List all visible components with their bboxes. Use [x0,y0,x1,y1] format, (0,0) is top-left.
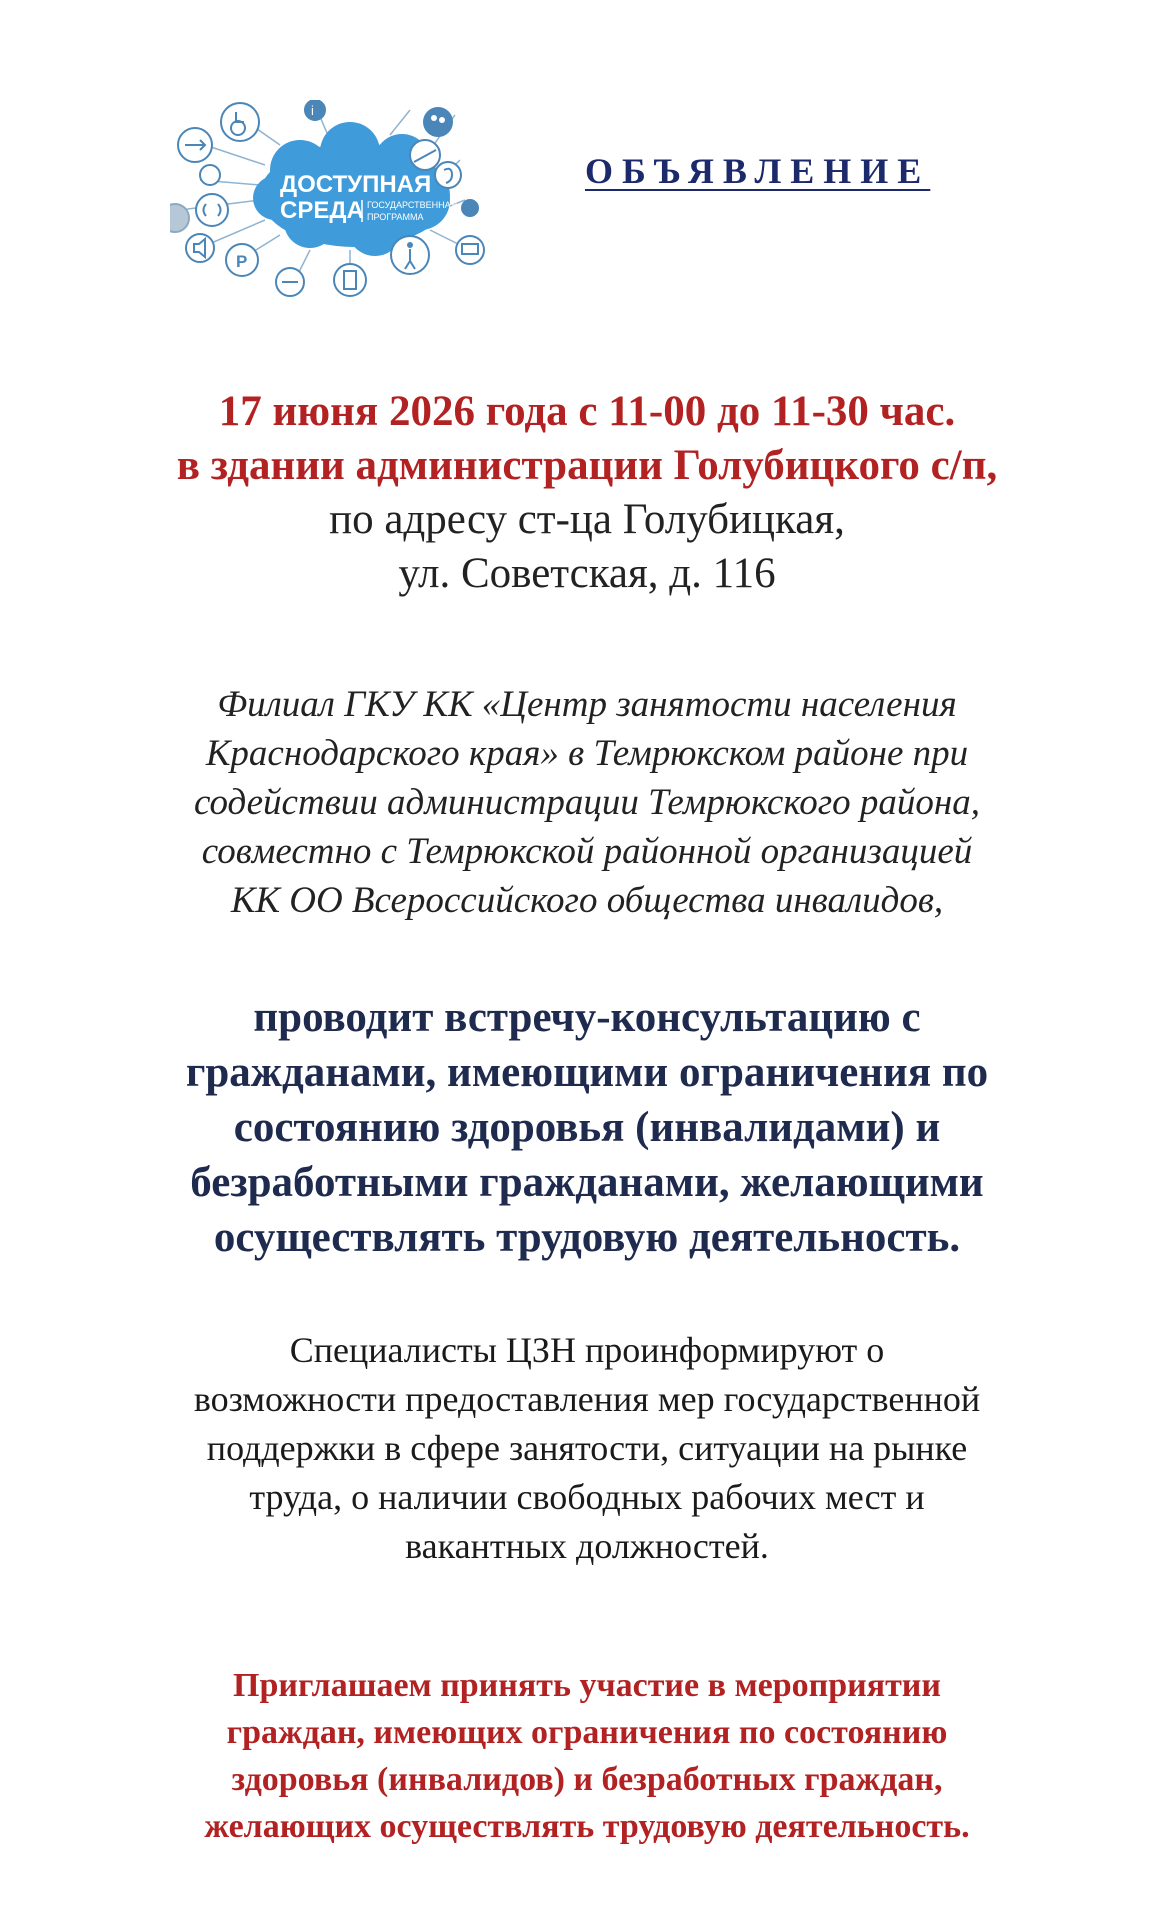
computer-icon [456,236,484,264]
invitation-line: граждан, имеющих ограничения по состоянию [226,1714,948,1751]
logo-title-line2: СРЕДА [280,197,364,224]
logo-subtitle-line2: ПРОГРАММА [367,212,424,222]
sound-icon [186,234,214,262]
ramp-icon [410,140,440,170]
svg-text:i: i [311,103,314,118]
event-place: в здании администрации Голубицкого с/п, [176,442,998,489]
organizer-text [0,680,1174,925]
specialists-line: Специалисты ЦЗН проинформируют о [289,1330,885,1370]
braille-icon [462,200,478,216]
main-message [0,990,1174,1265]
organizer-line: Краснодарского края» в Темрюкском районе при [205,733,969,774]
announcement-title: ОБЪЯВЛЕНИЕ [585,151,931,191]
specialists-info [0,1326,1174,1571]
main-message-line: проводит встречу-консультацию с [253,994,921,1041]
direction-icon [178,128,212,162]
specialists-line: труда, о наличии свободных рабочих мест и [249,1477,925,1517]
invitation-text [0,1662,1174,1850]
main-message-line: осуществлять трудовую деятельность. [213,1214,961,1261]
svg-text:P: P [236,252,248,271]
parking-icon [226,244,258,276]
logo-title-line1: ДОСТУПНАЯ [280,171,432,198]
elevator-icon [276,268,304,296]
specialists-line: поддержки в сфере занятости, ситуации на рынке [206,1428,968,1468]
specialists-line: возможности предоставления мер государственной [193,1379,981,1419]
deaf-icon [435,162,461,188]
info-icon [305,100,325,120]
phone-icon [170,204,189,232]
wheelchair-icon [221,103,259,141]
logo-subtitle-line1: ГОСУДАРСТВЕННАЯ [367,200,458,210]
organizer-line: содействии администрации Темрюкского района, [193,782,981,823]
organizer-line: КК ОО Всероссийского общества инвалидов, [230,880,944,921]
door-icon [334,264,366,296]
handrail-icon [200,165,220,185]
invitation-line: желающих осуществлять трудовую деятельность. [204,1808,970,1845]
event-address-line1: по адресу ст-ца Голубицкая, [329,496,845,543]
hearing-loop-icon [196,194,228,226]
family-icon [424,108,452,136]
event-details [0,385,1174,601]
main-message-line: состоянию здоровья (инвалидами) и [233,1104,941,1151]
invitation-line: здоровья (инвалидов) и безработных граждан, [231,1761,943,1798]
blind-person-icon [391,236,429,274]
event-date: 17 июня 2026 года с 11-00 до 11-30 час. [218,388,956,435]
main-message-line: безработными гражданами, желающими [190,1159,984,1206]
event-address-line2: ул. Советская, д. 116 [398,550,776,597]
organizer-line: совместно с Темрюкской районной организацией [201,831,973,872]
accessible-environment-logo [170,100,570,300]
invitation-line: Приглашаем принять участие в мероприятии [233,1667,941,1704]
main-message-line: гражданами, имеющими ограничения по [185,1049,989,1096]
organizer-line: Филиал ГКУ КК «Центр занятости населения [217,684,957,725]
specialists-line: вакантных должностей. [405,1526,769,1566]
